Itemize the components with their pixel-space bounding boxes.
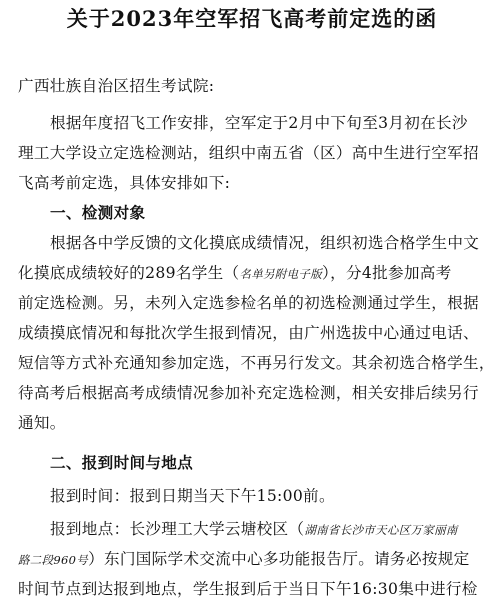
section-1-line-1: 根据各中学反馈的文化摸底成绩情况，组织初选合格学生中文 <box>50 234 480 252</box>
section-2-heading: 二、报到时间与地点 <box>50 453 194 472</box>
document-title: 关于2023年空军招飞高考前定选的函 <box>66 6 438 31</box>
section-1-line-3: 前定选检测。另，未列入定选参检名单的初选检测通过学生，根据 <box>18 294 479 312</box>
section-1-line-4: 成绩摸底情况和每批次学生报到情况，由广州选拔中心通过电话、 <box>18 324 479 342</box>
address-note: 湖南省长沙市天心区万家丽南 <box>304 523 458 537</box>
report-time: 报到时间：报到日期当天下午15:00前。 <box>50 487 335 505</box>
address-note-cont: 路二段960号 <box>18 553 89 567</box>
intro-line-3: 飞高考前定选，具体安排如下: <box>18 174 231 192</box>
report-place-line-2: 路二段960号）东门国际学术交流中心多功能报告厅。请务必按规定 <box>18 550 470 568</box>
section-1-line-5: 短信等方式补充通知参加定选，不再另行发文。其余初选合格学生， <box>18 354 495 372</box>
name-list-note: 名单另附电子版 <box>239 267 322 281</box>
section-1-line-7: 通知。 <box>18 414 66 432</box>
report-place-line-1: 报到地点：长沙理工大学云塘校区（湖南省长沙市天心区万家丽南 <box>50 520 458 538</box>
section-1-line-6: 待高考后根据高考成绩情况参加补充定选检测，相关安排后续另行 <box>18 384 479 402</box>
section-1-heading: 一、检测对象 <box>50 203 146 222</box>
report-place-line-3: 时间节点到达报到地点，学生报到后于当日下午16:30集中进行检 <box>18 580 478 598</box>
intro-line-2: 理工大学设立定选检测站，组织中南五省（区）高中生进行空军招 <box>18 144 479 162</box>
section-1-line-2: 化摸底成绩较好的289名学生（名单另附电子版），分4批参加高考 <box>18 264 452 282</box>
intro-line-1: 根据年度招飞工作安排，空军定于2月中下旬至3月初在长沙 <box>50 114 468 132</box>
addressee: 广西壮族自治区招生考试院: <box>18 77 215 95</box>
